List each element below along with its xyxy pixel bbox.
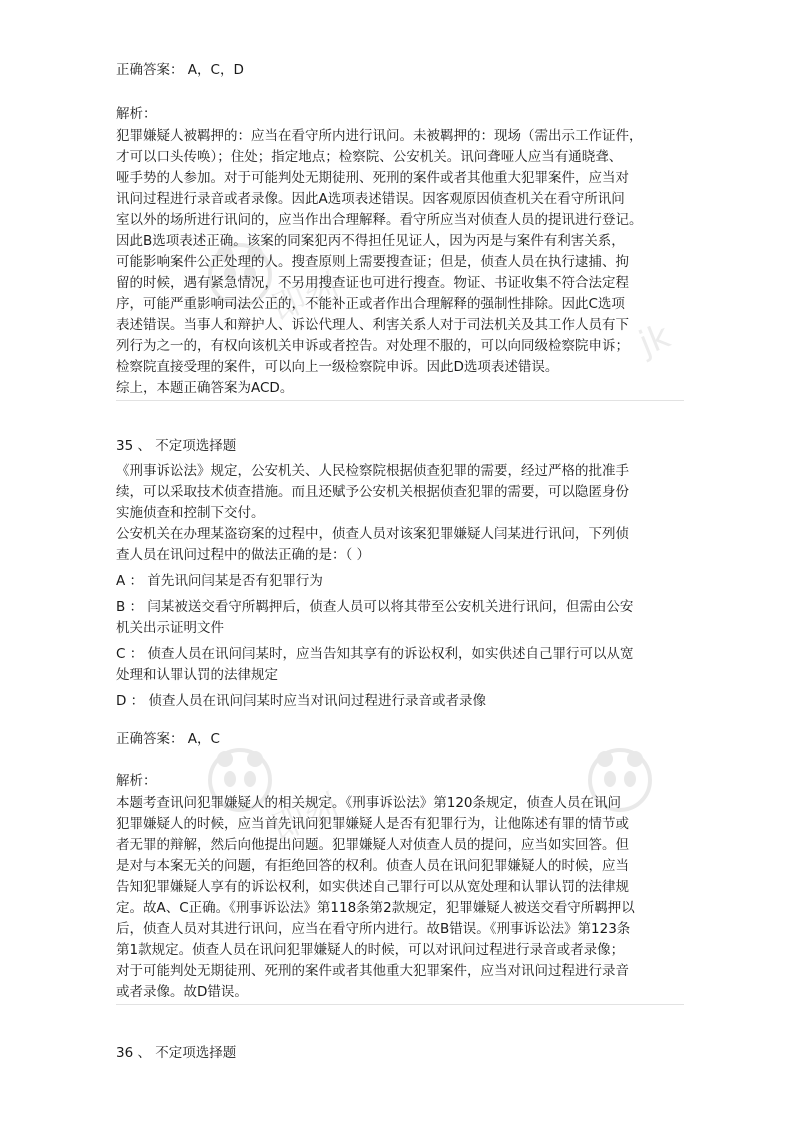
question-header: 35 、 不定项选择题 bbox=[116, 438, 237, 454]
question-stem-line: 公安机关在办理某盗窃案的过程中，侦查人员对该案犯罪嫌疑人闫某进行讯问，下列侦 bbox=[116, 526, 629, 542]
option-c: C ： 侦查人员在讯问闫某时，应当告知其享有的诉讼权利，如实供述自己罪行可以从宽 bbox=[116, 646, 634, 662]
watermark-text: 即刻 bbox=[266, 266, 345, 330]
analysis-line: 后，侦查人员对其进行讯问，应当在看守所内进行。故B错误。《刑事诉讼法》第123条 bbox=[116, 921, 631, 937]
analysis-line: 讯问过程进行录音或者录像。因此A选项表述错误。因客观原因侦查机关在看守所讯问 bbox=[116, 191, 625, 207]
analysis-line: 或者录像。故D错误。 bbox=[116, 984, 248, 1000]
analysis-line: 对于可能判处无期徒刑、死刑的案件或者其他重大犯罪案件，应当对讯问过程进行录音 bbox=[116, 963, 629, 979]
question-stem-line: 查人员在讯问过程中的做法正确的是：（ ） bbox=[116, 547, 371, 563]
analysis-line: 表述错误。当事人和辩护人、诉讼代理人、利害关系人对于司法机关及其工作人员有下 bbox=[116, 317, 629, 333]
analysis-line: 是对与本案无关的问题，有拒绝回答的权利。侦查人员在讯问犯罪嫌疑人的时候，应当 bbox=[116, 858, 629, 874]
analysis-label: 解析： bbox=[116, 106, 157, 122]
correct-answer: 正确答案： A，C bbox=[116, 731, 220, 747]
analysis-line: 检察院直接受理的案件，可以向上一级检察院申诉。因此D选项表述错误。 bbox=[116, 359, 559, 375]
question-stem-line: 实施侦查和控制下交付。 bbox=[116, 505, 265, 521]
analysis-line: 才可以口头传唤）；住处；指定地点；检察院、公安机关。讯问聋哑人应当有通晓聋、 bbox=[116, 149, 623, 165]
option-a: A ： 首先讯问闫某是否有犯罪行为 bbox=[116, 573, 323, 589]
analysis-line: 列行为之一的，有权向该机关申诉或者控告。对处理不服的，可以向同级检察院申诉； bbox=[116, 338, 629, 354]
question-stem-line: 续，可以采取技术侦查措施。而且还赋予公安机关根据侦查犯罪的需要，可以隐匿身份 bbox=[116, 484, 629, 500]
option-b: B ： 闫某被送交看守所羁押后，侦查人员可以将其带至公安机关进行讯问，但需由公安 bbox=[116, 599, 634, 615]
analysis-line: 室以外的场所进行讯问的，应当作出合理解释。看守所应当对侦查人员的提讯进行登记。 bbox=[116, 212, 643, 228]
analysis-line: 第1款规定。侦查人员在讯问犯罪嫌疑人的时候，可以对讯问过程进行录音或者录像； bbox=[116, 942, 625, 958]
analysis-line: 因此B选项表述正确。该案的同案犯丙不得担任见证人，因为丙是与案件有利害关系， bbox=[116, 233, 625, 249]
analysis-line: 定。故A、C正确。《刑事诉讼法》第118条第2款规定，犯罪嫌疑人被送交看守所羁押以 bbox=[116, 900, 635, 916]
question-header: 36 、 不定项选择题 bbox=[116, 1045, 237, 1061]
analysis-line: 哑手势的人参加。对于可能判处无期徒刑、死刑的案件或者其他重大犯罪案件，应当对 bbox=[116, 170, 629, 186]
analysis-line: 犯罪嫌疑人被羁押的：应当在看守所内进行讯问。未被羁押的：现场（需出示工作证件， bbox=[116, 128, 643, 144]
question-stem-line: 《刑事诉讼法》规定，公安机关、人民检察院根据侦查犯罪的需要，经过严格的批准手 bbox=[116, 463, 629, 479]
option-c-cont: 处理和认罪认罚的法律规定 bbox=[116, 667, 278, 683]
analysis-line: 犯罪嫌疑人的时候，应当首先讯问犯罪嫌疑人是否有犯罪行为，让他陈述有罪的情节或 bbox=[116, 816, 629, 832]
analysis-line: 告知犯罪嫌疑人享有的诉讼权利，如实供述自己罪行可以从宽处理和认罪认罚的法律规 bbox=[116, 879, 629, 895]
option-d: D ： 侦查人员在讯问闫某时应当对讯问过程进行录音或者录像 bbox=[116, 693, 486, 709]
option-b-cont: 机关出示证明文件 bbox=[116, 620, 224, 636]
watermark-text: 即刻 bbox=[266, 786, 345, 850]
analysis-line: 可能影响案件公正处理的人。搜查原则上需要搜查证；但是，侦查人员在执行逮捕、拘 bbox=[116, 254, 629, 270]
correct-answer: 正确答案： A，C，D bbox=[116, 62, 244, 78]
analysis-line: 序，可能严重影响司法公正的，不能补正或者作出合理解释的强制性排除。因此C选项 bbox=[116, 296, 625, 312]
analysis-line: 者无罪的辩解，然后向他提出问题。犯罪嫌疑人对侦查人员的提问，应当如实回答。但 bbox=[116, 837, 629, 853]
analysis-line: 综上，本题正确答案为ACD。 bbox=[116, 380, 294, 396]
analysis-line: 留的时候，遇有紧急情况，不另用搜查证也可进行搜查。物证、书证收集不符合法定程 bbox=[116, 275, 629, 291]
section-divider bbox=[116, 400, 684, 401]
analysis-line: 本题考查讯问犯罪嫌疑人的相关规定。《刑事诉讼法》第120条规定，侦查人员在讯问 bbox=[116, 795, 622, 811]
section-divider bbox=[116, 1004, 684, 1005]
analysis-label: 解析： bbox=[116, 773, 157, 789]
watermark-text: jk bbox=[633, 315, 676, 365]
